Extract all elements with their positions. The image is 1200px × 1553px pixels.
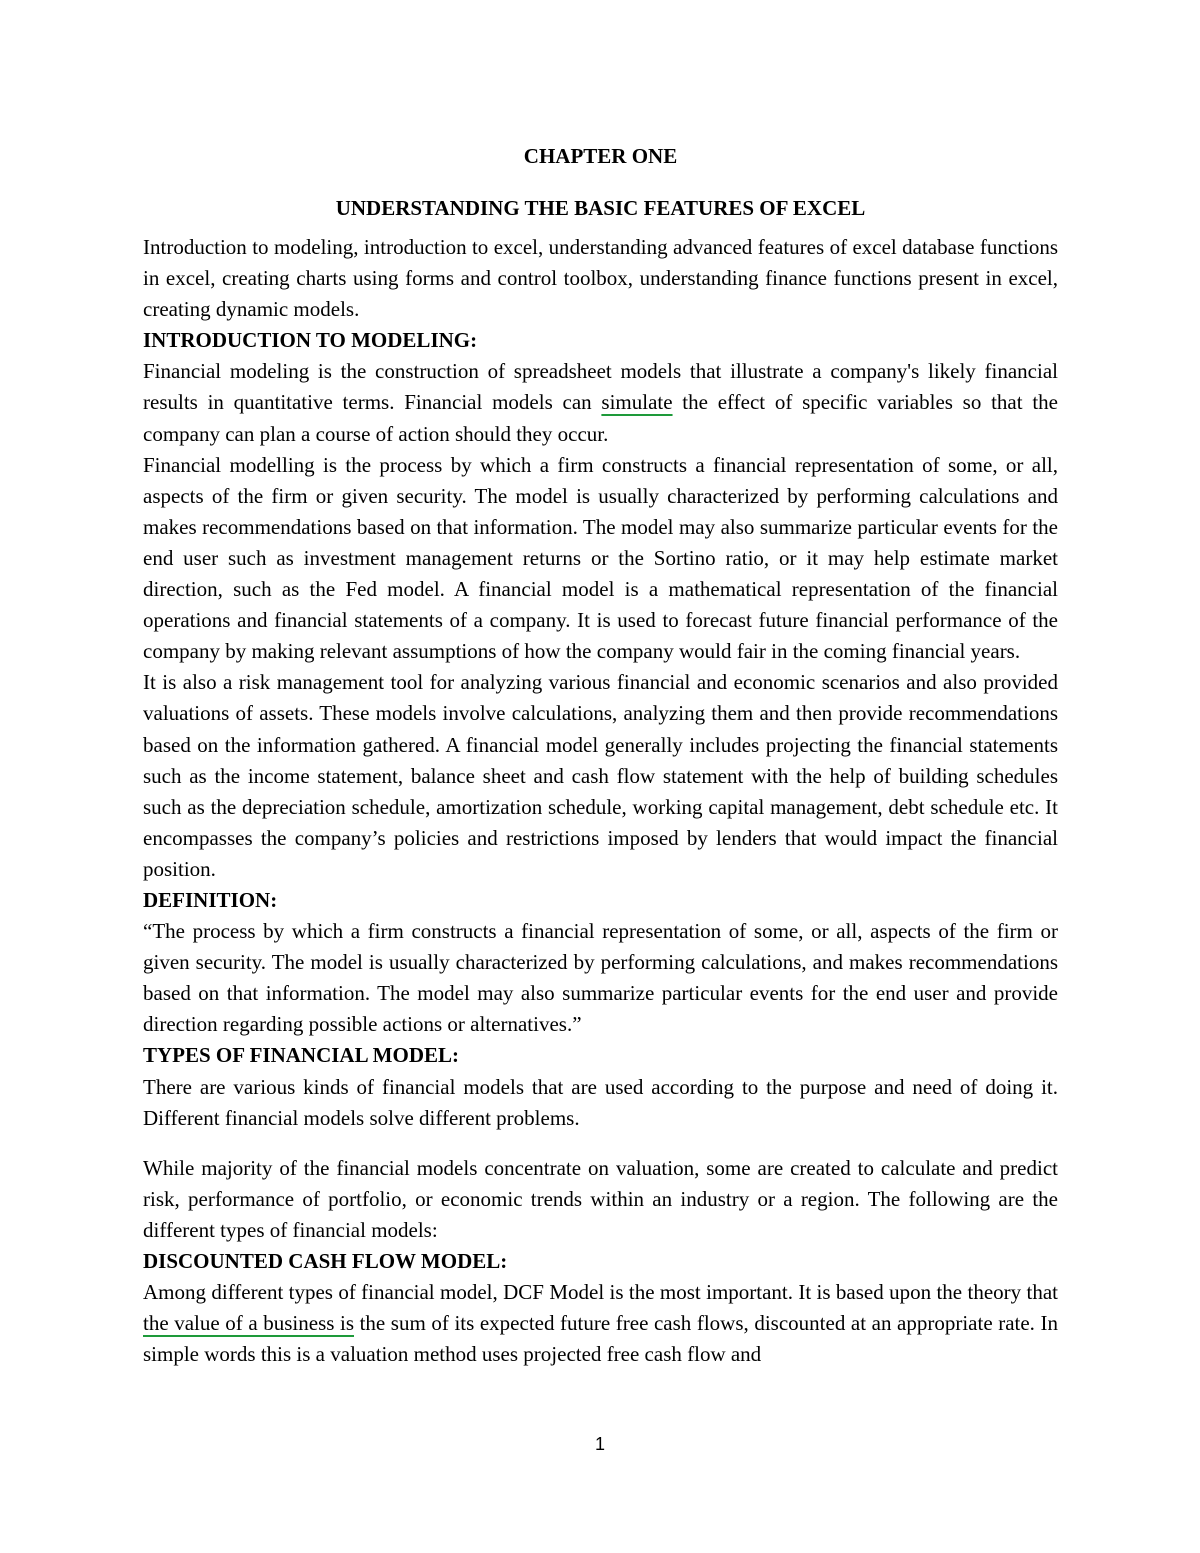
heading-types-of-financial-model: TYPES OF FINANCIAL MODEL: [143, 1043, 459, 1068]
modeling-paragraph-2: Financial modelling is the process by which a firm constructs a financial representation of some, or all, aspects of the firm or given security. The model is usually characterized by performing calculations and makes recommendations based on that information. The model may also summarize particular events for the end user such as investment management returns or the Sortino ratio, or it may help estimate market direction, such as the Fed model. A financial model is a mathematical representation of the financial operations and financial statements of a company. It is used to forecast future financial performance of the company by making relevant assumptions of how the company would fair in the coming financial years. [143, 452, 1058, 664]
types-paragraph-2: While majority of the financial models concentrate on valuation, some are created to calculate and predict risk, performance of portfolio, or economic trends within an industry or a region. The following are the different types of financial models: [143, 1155, 1058, 1242]
modeling-paragraph-1 [143, 356, 1058, 449]
text-span: the sum of its expected future free cash flows, discounted at an appropriate rate. In simple words this is a valuation method uses projected free cash flow and [143, 1311, 1059, 1367]
types-paragraph-1: There are various kinds of financial models that are used according to the purpose and need of doing it. Different financial models solve different problems. [143, 1074, 1058, 1130]
intro-paragraph: Introduction to modeling, introduction to excel, understanding advanced features of excel database functions in excel, creating charts using forms and control toolbox, understanding finance functions present in excel, creating dynamic models. [143, 235, 1058, 322]
page-number: 1 [594, 1434, 605, 1454]
chapter-title: UNDERSTANDING THE BASIC FEATURES OF EXCEL [335, 196, 866, 220]
definition-quote: “The process by which a firm constructs a financial representation of some, or all, aspects of the firm or given security. The model is usually characterized by performing calculations, and makes recommendations based on that information. The model may also summarize particular events for the end user and provide direction regarding possible actions or alternatives.” [143, 919, 1058, 1037]
heading-definition: DEFINITION: [143, 887, 278, 912]
page-content [143, 138, 1058, 1370]
paragraph-gap [143, 1134, 1058, 1153]
underlined-word-simulate: simulate [601, 390, 673, 415]
text-span: Among different types of financial model, DCF Model is the most important. It is based upon the theory that [143, 1280, 1058, 1305]
modeling-paragraph-3: It is also a risk management tool for analyzing various financial and economic scenarios and also provided valuations of assets. These models involve calculations, analyzing them and then provide recommendations based on the information gathered. A financial model generally includes projecting the financial statements such as the income statement, balance sheet and cash flow statement with the help of building schedules such as the depreciation schedule, amortization schedule, working capital management, debt schedule etc. It encompasses the company’s policies and restrictions imposed by lenders that would impact the financial position. [143, 670, 1058, 881]
underlined-phrase-value-of-business: the value of a business is [143, 1311, 354, 1336]
text-span: the effect of specific variables so that the company can plan a course of action should they occur. [143, 390, 1058, 446]
heading-discounted-cash-flow-model: DISCOUNTED CASH FLOW MODEL: [143, 1249, 508, 1273]
text-span: Financial modeling is the construction of spreadsheet models that illustrate a company's likely financial results in quantitative terms. Financial models can [143, 359, 1058, 415]
dcf-paragraph [143, 1277, 1058, 1370]
chapter-number: CHAPTER ONE [523, 144, 678, 168]
heading-introduction-to-modeling: INTRODUCTION TO MODELING: [143, 328, 478, 353]
